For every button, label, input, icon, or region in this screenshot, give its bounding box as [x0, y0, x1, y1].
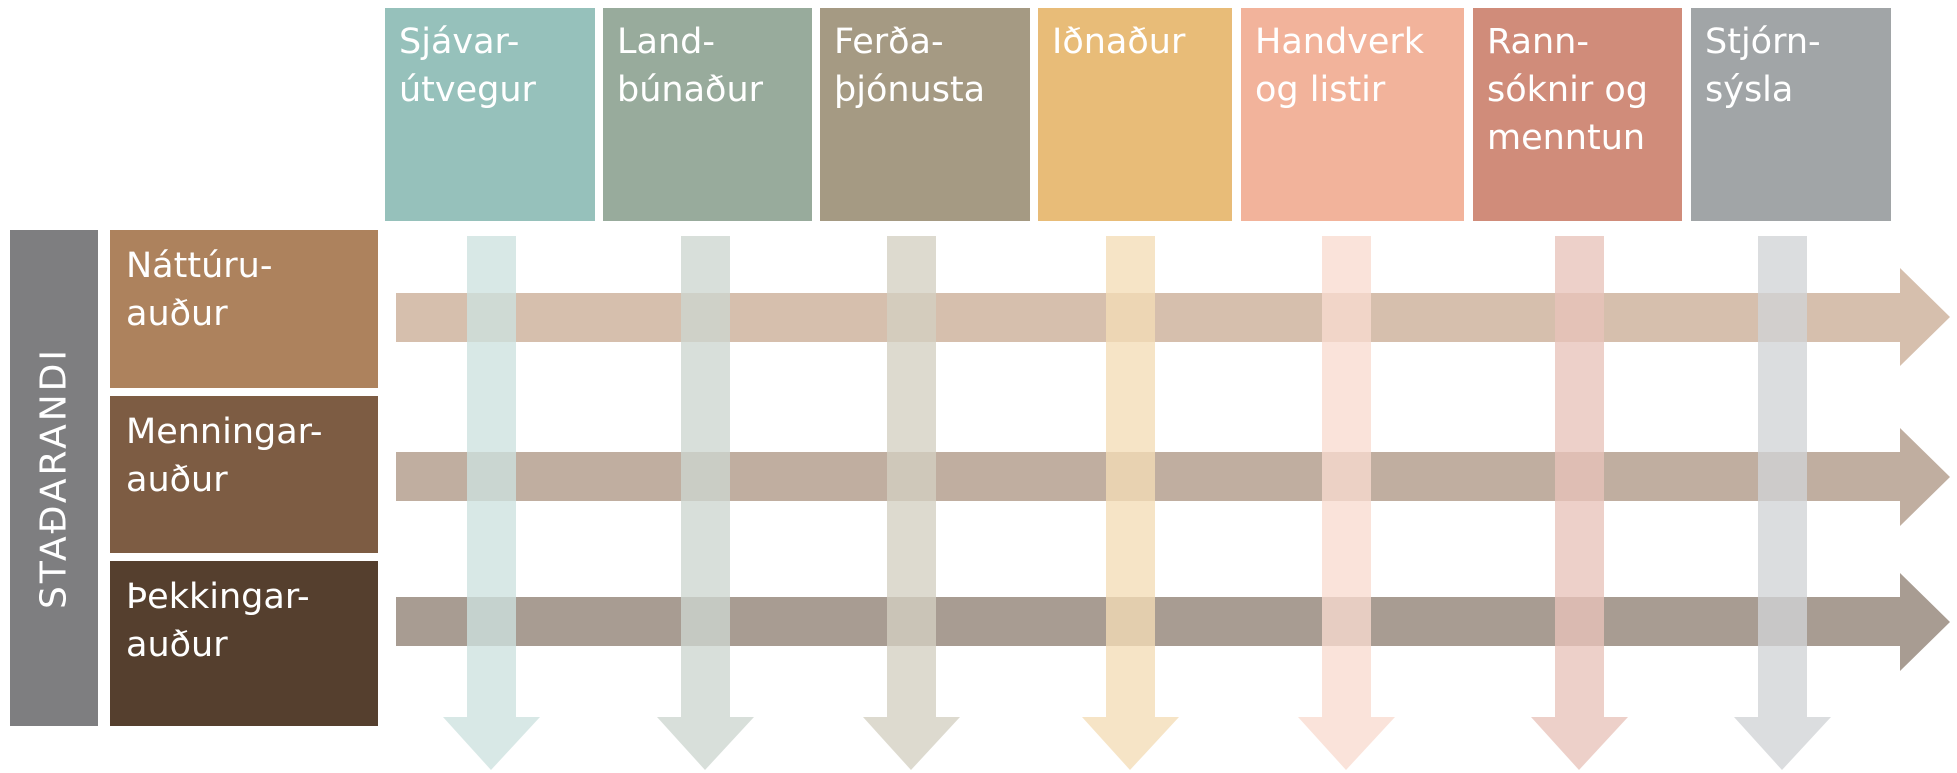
sector-box-idnadur: Iðnaður	[1038, 8, 1232, 221]
horizontal-arrow-menningaraudur	[396, 428, 1950, 526]
capital-box-thekkingaraudur: Þekkingar- auður	[110, 561, 378, 726]
sector-box-landbunadur: Land- búnaður	[603, 8, 812, 221]
horizontal-arrows	[396, 268, 1950, 671]
capital-box-natturuaudur: Náttúru- auður	[110, 230, 378, 388]
sector-box-sjavarutvegur: Sjávar- útvegur	[385, 8, 595, 221]
stadarandi-label: STAÐARANDI	[33, 346, 75, 610]
sector-box-handverk: Handverk og listir	[1241, 8, 1464, 221]
horizontal-arrow-thekkingaraudur	[396, 573, 1950, 671]
sector-box-stjornsysla: Stjórn- sýsla	[1691, 8, 1891, 221]
sector-box-ferdathjonusta: Ferða- þjónusta	[820, 8, 1030, 221]
horizontal-arrow-natturuaudur	[396, 268, 1950, 366]
sector-box-rannsoknir: Rann- sóknir og menntun	[1473, 8, 1682, 221]
capital-box-menningaraudur: Menningar- auður	[110, 396, 378, 553]
